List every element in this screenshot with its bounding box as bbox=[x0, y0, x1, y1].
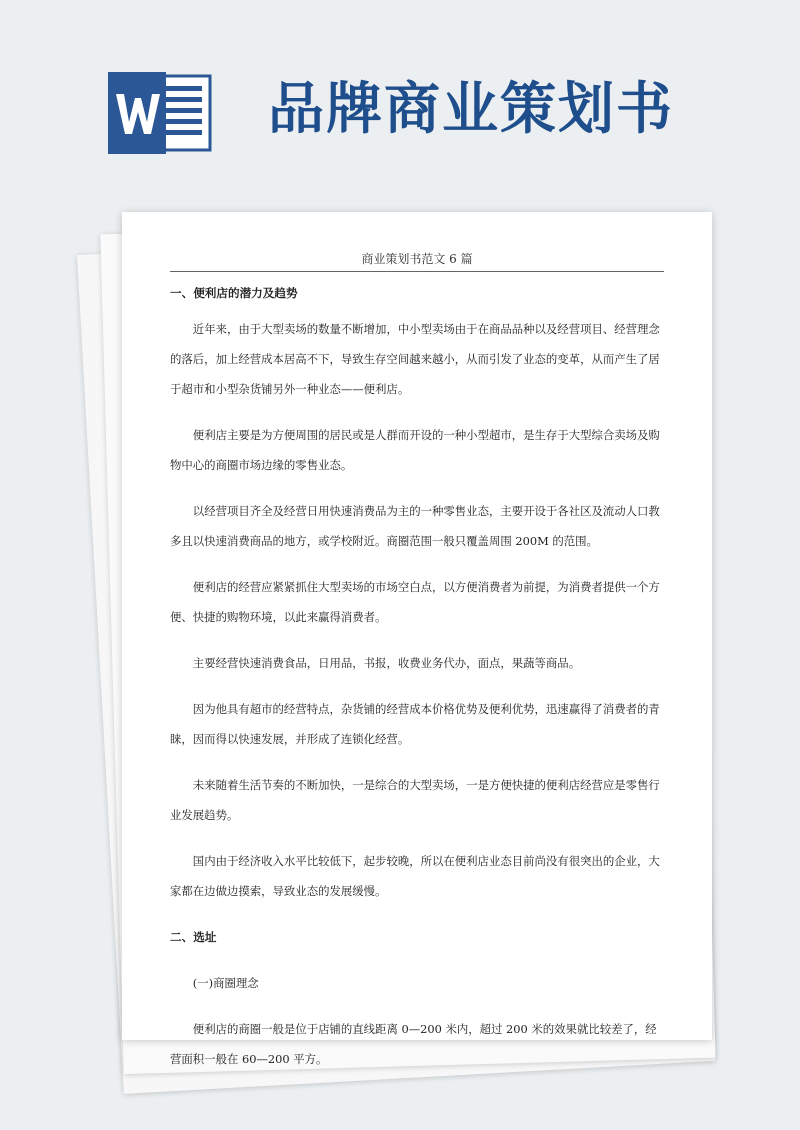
section-heading-2: 二、选址 bbox=[170, 930, 217, 944]
paragraph: 因为他具有超市的经营特点，杂货铺的经营成本价格优势及便利优势，迅速赢得了消费者的青睐，因而得以快速发展，并形成了连锁化经营。 bbox=[170, 702, 660, 746]
subheading: (一)商圈理念 bbox=[192, 976, 259, 990]
paragraph: 国内由于经济收入水平比较低下，起步较晚，所以在便利店业态目前尚没有很突出的企业，大家都在边做边摸索，导致业态的发展缓慢。 bbox=[170, 854, 660, 898]
paragraph: 便利店的经营应紧紧抓住大型卖场的市场空白点，以方便消费者为前提，为消费者提供一个方便、快捷的购物环境，以此来赢得消费者。 bbox=[170, 580, 660, 624]
document-page bbox=[122, 212, 712, 1066]
paragraph: 近年来，由于大型卖场的数量不断增加，中小型卖场由于在商品品种以及经营项目、经营理念的落后，加上经营成本居高不下，导致生存空间越来越小，从而引发了业态的变革，从而产生了居于超市和小型杂货铺另外一种业态——便利店。 bbox=[170, 322, 660, 396]
word-document-icon bbox=[108, 72, 212, 154]
paragraph: 便利店主要是为方便周围的居民或是人群而开设的一种小型超市，是生存于大型综合卖场及购物中心的商圈市场边缘的零售业态。 bbox=[170, 428, 660, 472]
document-body bbox=[170, 284, 664, 1074]
document-header: 商业策划书范文 6 篇 bbox=[170, 250, 664, 272]
paragraph: 未来随着生活节奏的不断加快，一是综合的大型卖场，一是方便快捷的便利店经营应是零售行业发展趋势。 bbox=[170, 778, 660, 822]
banner-title: 品牌商业策划书 bbox=[268, 77, 674, 142]
section-heading-1: 一、便利店的潜力及趋势 bbox=[170, 286, 298, 300]
paragraph: 以经营项目齐全及经营日用快速消费品为主的一种零售业态，主要开设于各社区及流动人口教多且以快速消费商品的地方，或学校附近。商圈范围一般只覆盖周围 200M 的范围。 bbox=[170, 504, 660, 548]
banner bbox=[0, 0, 800, 200]
paragraph: 主要经营快速消费食品，日用品，书报，收费业务代办，面点，果蔬等商品。 bbox=[192, 656, 581, 670]
paragraph: 便利店的商圈一般是位于店铺的直线距离 0—200 米内，超过 200 米的效果就比较差了，经营面积一般在 60—200 平方。 bbox=[170, 1022, 657, 1066]
